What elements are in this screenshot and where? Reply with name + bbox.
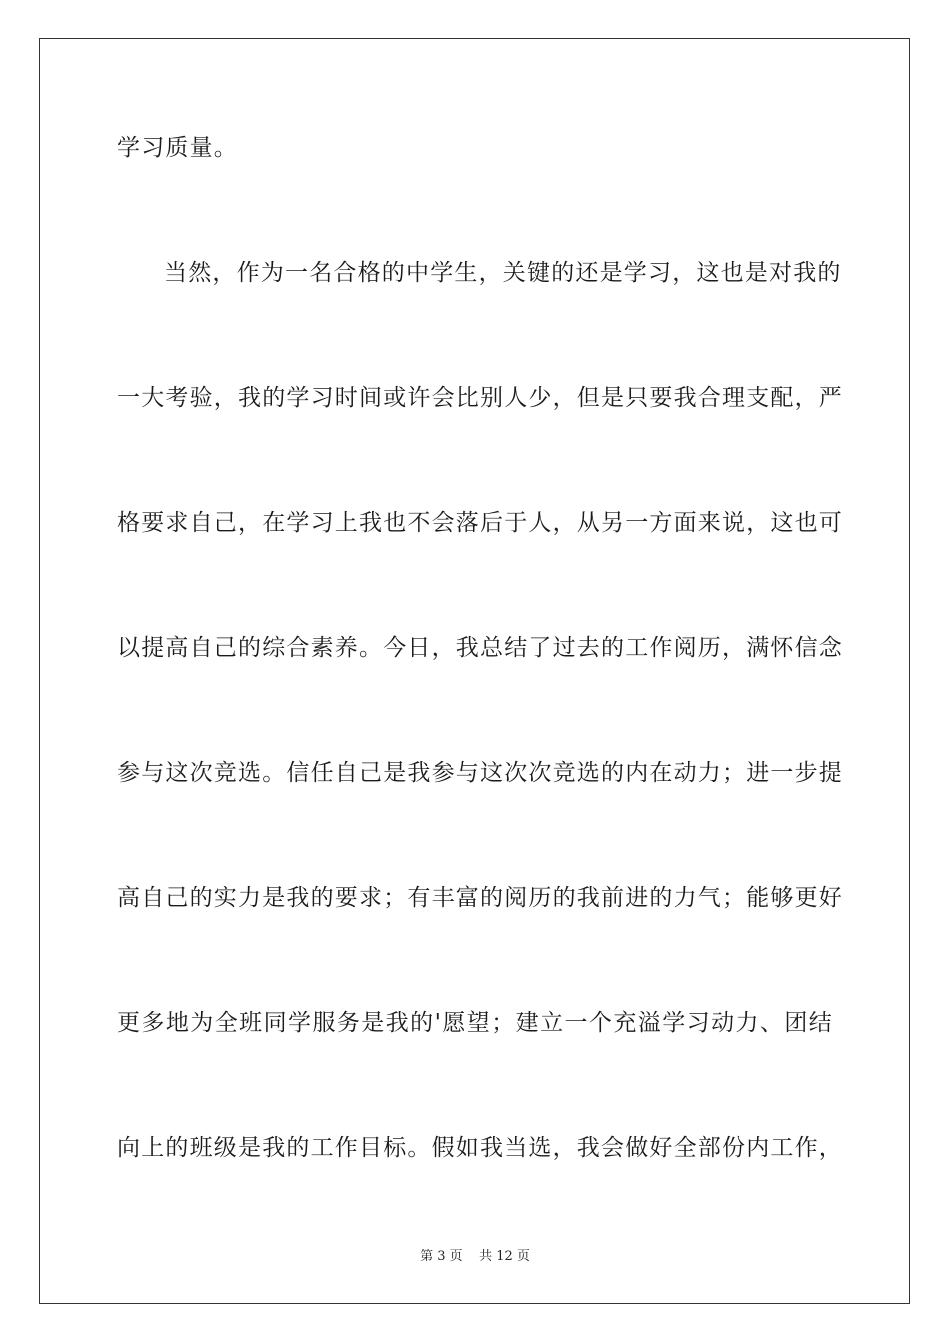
paragraph-first-line: 当然，作为一名合格的中学生，关键的还是学习，这也是对我的 [164,260,842,286]
text-line: 向上的班级是我的工作目标。假如我当选，我会做好全部份内工作， [117,1135,843,1161]
text-line: 学习质量。 [117,135,238,161]
text-line: 格要求自己，在学习上我也不会落后于人，从另一方面来说，这也可 [117,510,843,536]
page-number-footer: 第 3 页 共 12 页 [420,1249,530,1264]
page-border [39,38,910,1304]
text-line: 更多地为全班同学服务是我的'愿望；建立一个充溢学习动力、团结 [117,1010,833,1036]
text-line: 高自己的实力是我的要求；有丰富的阅历的我前进的力气；能够更好 [117,885,843,911]
text-line: 一大考验，我的学习时间或许会比别人少，但是只要我合理支配，严 [117,385,843,411]
text-line: 以提高自己的综合素养。今日，我总结了过去的工作阅历，满怀信念 [117,635,843,661]
text-line: 参与这次竞选。信任自己是我参与这次次竞选的内在动力；进一步提 [117,760,843,786]
